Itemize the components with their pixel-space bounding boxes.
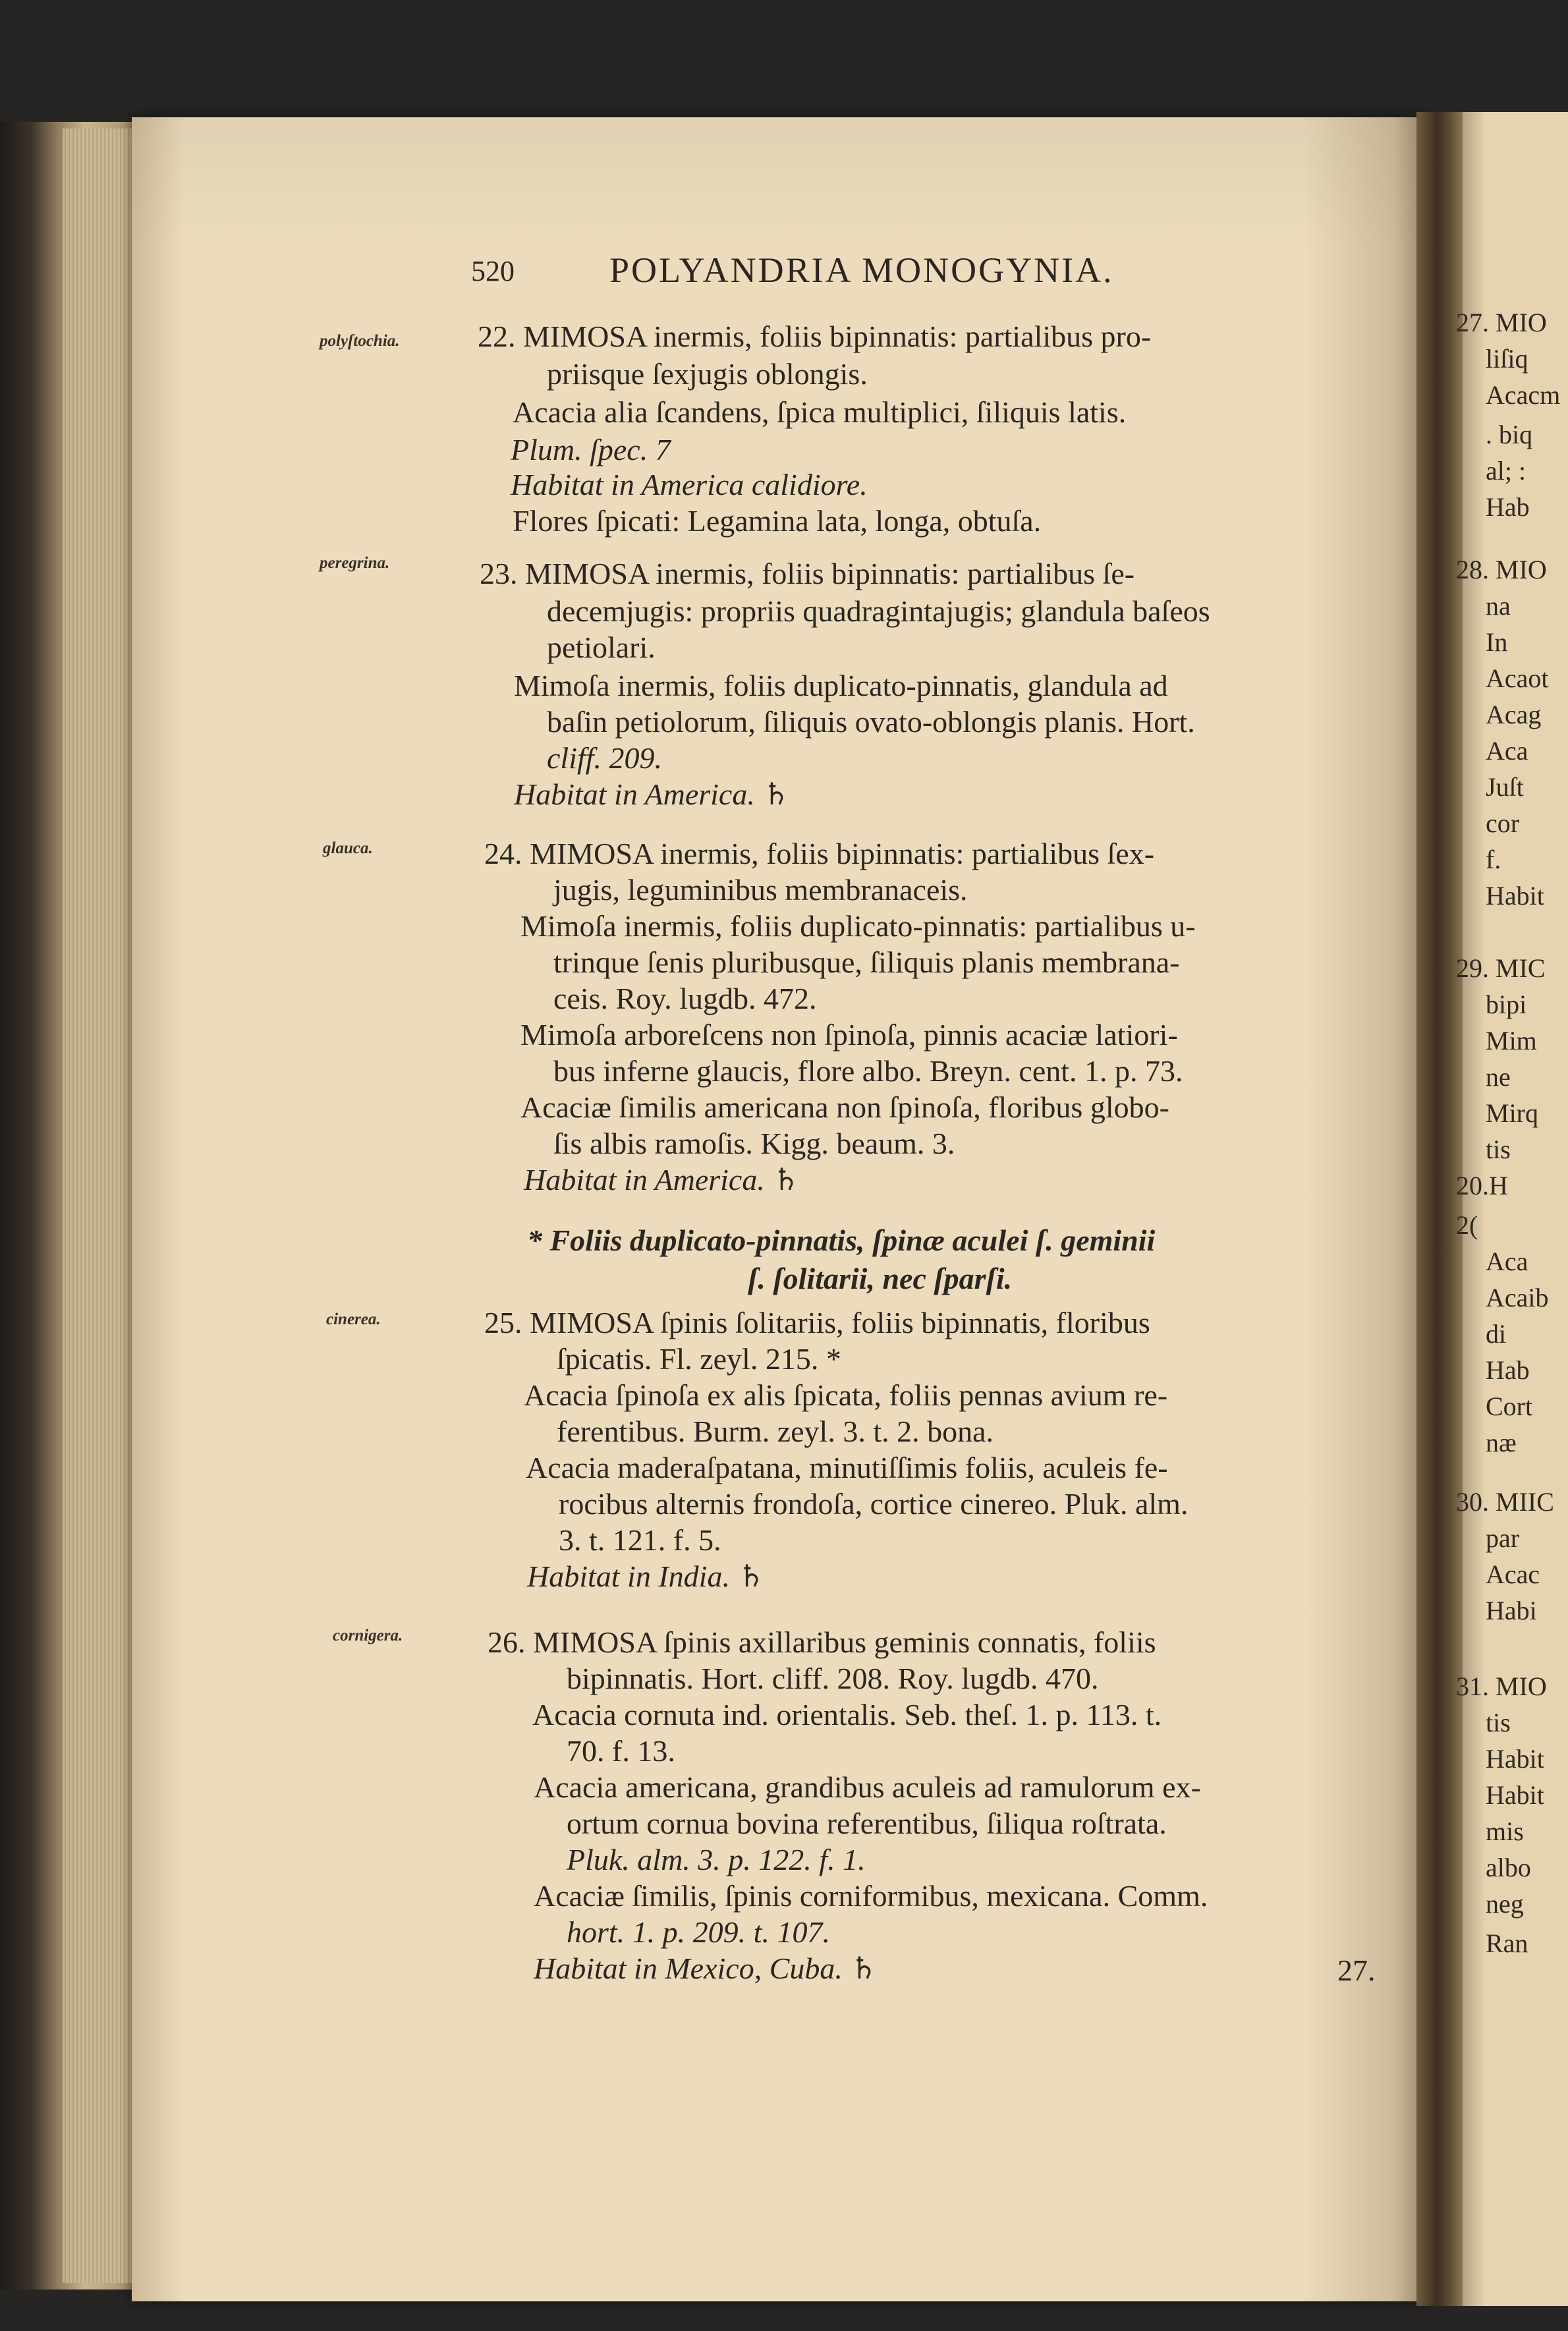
entry-line: Pluk. alm. 3. p. 122. f. 1. [567, 1843, 866, 1876]
right-page-fragment: næ [1486, 1428, 1517, 1457]
gutter-shadow [1416, 112, 1463, 2306]
right-page-fragment: Habit [1486, 881, 1544, 911]
right-page-fragment: Acac [1486, 1559, 1540, 1589]
right-page-fragment: albo [1486, 1853, 1531, 1882]
right-page-fragment: Aca [1486, 736, 1528, 766]
right-page-fragment: 27. MIO [1456, 308, 1547, 337]
right-page-fragment: Aca [1486, 1247, 1528, 1276]
right-page-fragment: 31. MIO [1456, 1671, 1547, 1701]
right-page-fragment: mis [1486, 1816, 1524, 1846]
entry-line: priisque ſexjugis oblongis. [547, 357, 868, 391]
entry-line: 25. MIMOSA ſpinis ſolitariis, foliis bipinnatis, floribus [484, 1306, 1150, 1339]
entry-line: Plum. ſpec. 7 [511, 433, 671, 466]
right-page-fragment: Hab [1486, 492, 1530, 522]
right-page-fragment: Acaib [1486, 1283, 1549, 1312]
entry-line: Acacia maderaſpatana, minutiſſimis foliis, aculeis fe- [526, 1451, 1168, 1484]
entry-line: Acaciæ ſimilis, ſpinis corniformibus, mexicana. Comm. [534, 1879, 1208, 1913]
right-page-fragment: 20.H [1456, 1171, 1508, 1200]
right-page-fragment: 29. MIC [1456, 953, 1546, 983]
catchword: 27. [1337, 1953, 1376, 1987]
right-page-fragment: neg [1486, 1889, 1524, 1919]
right-page-fragment: tis [1486, 1135, 1511, 1164]
entry-line: Habitat in Mexico, Cuba. ♄ [534, 1952, 878, 1985]
entry-line: ceis. Roy. lugdb. 472. [553, 982, 817, 1015]
entry-line: rocibus alternis frondoſa, cortice cinereo. Pluk. alm. [559, 1487, 1189, 1521]
entry-line: petiolari. [547, 631, 656, 664]
entry-line: Acacia americana, grandibus aculeis ad ramulorum ex- [534, 1770, 1201, 1804]
margin-species-name: cornigera. [333, 1627, 403, 1644]
margin-species-name: peregrina. [320, 554, 390, 572]
right-page-fragment: 28. MIO [1456, 555, 1547, 584]
right-page-fragment: Habi [1486, 1596, 1537, 1625]
page-number: 520 [471, 255, 515, 287]
right-page-fragment: f. [1486, 845, 1501, 874]
right-page-fragment: Acaot [1486, 663, 1549, 693]
right-page-fragment: Cort [1486, 1391, 1533, 1421]
entry-line: Acacia cornuta ind. orientalis. Seb. theſ. 1. p. 113. t. [532, 1698, 1162, 1731]
entry-line: Habitat in America. ♄ [514, 777, 790, 811]
right-page-fragment: ne [1486, 1062, 1511, 1092]
margin-species-name: glauca. [323, 839, 373, 857]
margin-species-name: cinerea. [326, 1310, 381, 1328]
entry-line: trinque ſenis pluribusque, ſiliquis planis membrana- [553, 945, 1180, 979]
right-page-fragment: liſiq [1486, 344, 1528, 374]
right-page-fragment: 30. MIIC [1456, 1487, 1554, 1517]
section-heading: ſ. ſolitarii, nec ſparſi. [748, 1262, 1013, 1295]
entry-line: 24. MIMOSA inermis, foliis bipinnatis: partialibus ſex- [484, 837, 1155, 870]
entry-line: Acaciæ ſimilis americana non ſpinoſa, floribus globo- [520, 1090, 1169, 1124]
entry-line: Acacia alia ſcandens, ſpica multiplici, ſiliquis latis. [513, 395, 1127, 429]
right-page-fragment: Ran [1486, 1928, 1528, 1958]
right-page-fragment: na [1486, 591, 1511, 621]
entry-line: Habitat in America. ♄ [524, 1163, 800, 1196]
entry-line: 26. MIMOSA ſpinis axillaribus geminis connatis, foliis [488, 1625, 1156, 1659]
right-page-fragment: Habit [1486, 1744, 1544, 1774]
entry-line: bus inferne glaucis, flore albo. Breyn. cent. 1. p. 73. [553, 1054, 1183, 1088]
right-page-fragment: di [1486, 1319, 1507, 1349]
entry-line: ortum cornua bovina referentibus, ſiliqua roſtrata. [567, 1807, 1167, 1840]
entry-line: ſpicatis. Fl. zeyl. 215. * [557, 1342, 841, 1376]
entry-line: Mimoſa arboreſcens non ſpinoſa, pinnis acaciæ latiori- [520, 1018, 1178, 1052]
page-title: POLYANDRIA MONOGYNIA. [609, 250, 1114, 290]
entry-line: cliff. 209. [547, 741, 663, 775]
margin-species-name: polyſtochia. [320, 332, 400, 350]
section-heading: * Foliis duplicato-pinnatis, ſpinæ aculei ſ. geminii [527, 1223, 1156, 1257]
entry-line: ſis albis ramoſis. Kigg. beaum. 3. [553, 1127, 955, 1160]
right-page-fragment: Hab [1486, 1355, 1530, 1385]
right-page-fragment: . biq [1486, 420, 1533, 449]
entry-line: Habitat in India. ♄ [527, 1559, 765, 1593]
right-page-fragment: Mim [1486, 1026, 1537, 1055]
right-page-fragment: Juſt [1486, 772, 1524, 802]
right-page-fragment: 2( [1456, 1210, 1478, 1240]
entry-line: Acacia ſpinoſa ex alis ſpicata, foliis pennas avium re- [524, 1378, 1168, 1412]
entry-line: 23. MIMOSA inermis, foliis bipinnatis: partialibus ſe- [480, 557, 1135, 590]
entry-line: ferentibus. Burm. zeyl. 3. t. 2. bona. [557, 1415, 994, 1448]
entry-line: 70. f. 13. [567, 1734, 675, 1768]
entry-line: 22. MIMOSA inermis, foliis bipinnatis: partialibus pro- [478, 320, 1152, 353]
right-page-fragment: cor [1486, 808, 1520, 838]
right-page-fragment: In [1486, 627, 1508, 657]
entry-line: Mimoſa inermis, foliis duplicato-pinnatis: partialibus u- [520, 909, 1196, 943]
entry-line: 3. t. 121. f. 5. [559, 1523, 721, 1557]
entry-line: decemjugis: propriis quadragintajugis; glandula baſeos [547, 594, 1210, 628]
right-page-fragment: al; : [1486, 456, 1526, 486]
entry-line: baſin petiolorum, ſiliquis ovato-oblongis planis. Hort. [547, 705, 1195, 739]
right-page-fragment: tis [1486, 1708, 1511, 1737]
entry-line: jugis, leguminibus membranaceis. [553, 873, 968, 907]
right-page-fragment: Habit [1486, 1780, 1544, 1810]
entry-line: Flores ſpicati: Legamina lata, longa, obtuſa. [513, 504, 1042, 538]
right-page-fragment: par [1486, 1523, 1520, 1553]
page-edges [63, 128, 138, 2283]
right-page-fragment: bipi [1486, 990, 1527, 1019]
entry-line: bipinnatis. Hort. cliff. 208. Roy. lugdb. 470. [567, 1662, 1099, 1695]
right-page-fragment: Acag [1486, 700, 1542, 729]
entry-line: hort. 1. p. 209. t. 107. [567, 1915, 830, 1949]
entry-line: Mimoſa inermis, foliis duplicato-pinnatis, glandula ad [514, 669, 1168, 702]
entry-line: Habitat in America calidiore. [511, 468, 868, 501]
right-page-fragment: Mirq [1486, 1098, 1538, 1128]
right-page-fragment: Acacm [1486, 380, 1561, 410]
